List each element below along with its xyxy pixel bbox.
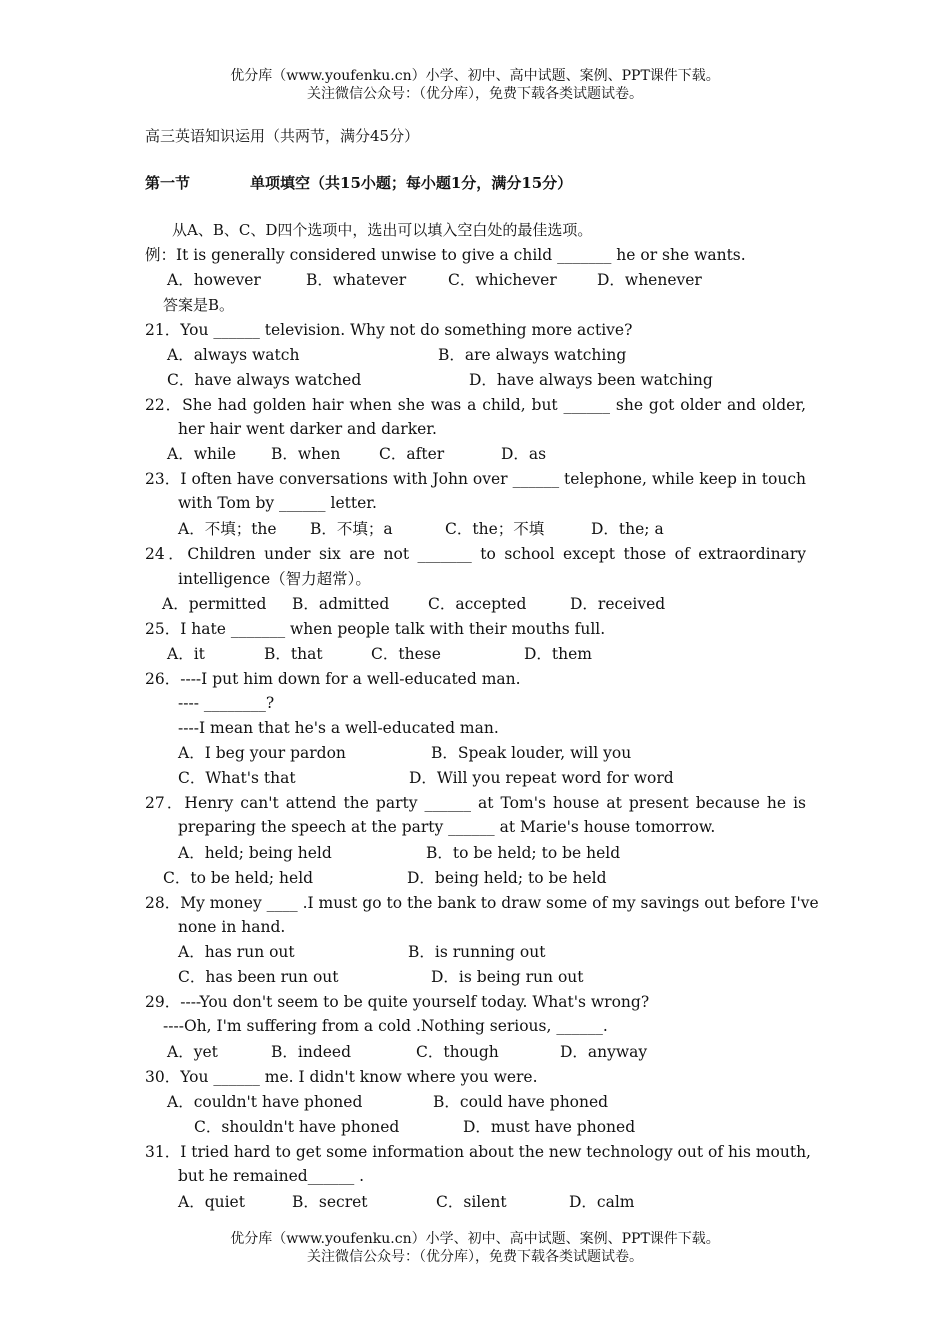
question-25-stem: 25．I hate _______ when people talk with their mouths full. — [145, 620, 606, 638]
section-label: 第一节 — [145, 174, 191, 192]
question-22-stem-line-2: her hair went darker and darker. — [178, 420, 437, 438]
question-27-option-d: D．being held; to be held — [407, 869, 607, 887]
question-29-stem-line-1: 29．----You don't seem to be quite yourself today. What's wrong? — [145, 993, 650, 1011]
section-description: 单项填空（共15小题；每小题1分，满分15分） — [250, 174, 573, 192]
question-27-option-a: A．held; being held — [178, 844, 332, 862]
question-27-stem-line-1: 27．Henry can't attend the party ______ at Tom's house at present because he is — [145, 794, 806, 812]
question-27-option-b: B．to be held; to be held — [426, 844, 621, 862]
question-22-option-d: D．as — [501, 445, 547, 463]
question-23-option-c: C．the；不填 — [445, 520, 545, 538]
question-29-option-a: A．yet — [167, 1043, 218, 1061]
question-26-option-c: C．What's that — [178, 769, 296, 787]
example-option-a: A．however — [167, 271, 261, 289]
instruction: 从A、B、C、D四个选项中，选出可以填入空白处的最佳选项。 — [172, 221, 593, 239]
question-21-option-a: A．always watch — [167, 346, 300, 364]
question-26-stem-line-2: ---- ________? — [178, 694, 275, 712]
question-22-option-b: B．when — [271, 445, 341, 463]
question-24-option-a: A．permitted — [162, 595, 267, 613]
question-30-stem: 30．You ______ me. I didn't know where you were. — [145, 1068, 538, 1086]
question-26-option-a: A．I beg your pardon — [178, 744, 346, 762]
example-option-c: C．whichever — [448, 271, 557, 289]
question-31-stem-line-2: but he remained______ . — [178, 1167, 365, 1185]
question-30-option-a: A．couldn't have phoned — [167, 1093, 363, 1111]
question-28-option-d: D．is being run out — [431, 968, 584, 986]
question-28-option-b: B．is running out — [408, 943, 546, 961]
question-31-option-b: B．secret — [292, 1193, 368, 1211]
page-header — [0, 67, 950, 103]
example-stem: 例：It is generally considered unwise to give a child _______ he or she wants. — [145, 246, 746, 264]
question-27-stem-line-2: preparing the speech at the party ______ at Marie's house tomorrow. — [178, 818, 716, 836]
question-26-stem-line-3: ----I mean that he's a well-educated man. — [178, 719, 499, 737]
question-30-option-d: D．must have phoned — [463, 1118, 636, 1136]
question-21-option-c: C．have always watched — [167, 371, 362, 389]
question-29-stem-line-2: ----Oh, I'm suffering from a cold .Nothing serious, ______. — [163, 1017, 608, 1035]
header-line-1: 优分库（www.youfenku.cn）小学、初中、高中试题、案例、PPT课件下载。 — [230, 68, 720, 84]
footer-line-1: 优分库（www.youfenku.cn）小学、初中、高中试题、案例、PPT课件下载。 — [230, 1231, 720, 1247]
question-24-option-d: D．received — [570, 595, 666, 613]
page-footer — [0, 1230, 950, 1266]
question-26-option-d: D．Will you repeat word for word — [409, 769, 674, 787]
question-23-stem-line-1: 23．I often have conversations with John over ______ telephone, while keep in touch — [145, 470, 806, 488]
question-28-stem-line-2: none in hand. — [178, 918, 286, 936]
question-25-option-d: D．them — [524, 645, 593, 663]
question-29-option-d: D．anyway — [560, 1043, 648, 1061]
question-24-stem-line-1: 24．Children under six are not _______ to school except those of extraordinary — [145, 545, 806, 563]
question-22-option-a: A．while — [167, 445, 237, 463]
question-27-option-c: C．to be held; held — [163, 869, 314, 887]
question-22-option-c: C．after — [379, 445, 445, 463]
question-25-option-b: B．that — [264, 645, 323, 663]
question-25-option-c: C．these — [371, 645, 441, 663]
question-29-option-b: B．indeed — [271, 1043, 352, 1061]
question-30-option-b: B．could have phoned — [433, 1093, 609, 1111]
question-21-stem: 21．You ______ television. Why not do something more active? — [145, 321, 633, 339]
question-21-option-d: D．have always been watching — [469, 371, 713, 389]
question-23-option-a: A．不填；the — [178, 520, 277, 538]
example-answer: 答案是B。 — [163, 296, 235, 314]
question-28-stem-line-1: 28．My money ____ .I must go to the bank to draw some of my savings out before I've — [145, 894, 819, 912]
example-option-d: D．whenever — [597, 271, 702, 289]
question-23-stem-line-2: with Tom by ______ letter. — [178, 494, 377, 512]
question-28-option-a: A．has run out — [178, 943, 295, 961]
question-31-option-a: A．quiet — [178, 1193, 245, 1211]
question-30-option-c: C．shouldn't have phoned — [194, 1118, 400, 1136]
exam-title: 高三英语知识运用（共两节，满分45分） — [145, 127, 420, 145]
header-line-2: 关注微信公众号：（优分库），免费下载各类试题试卷。 — [307, 86, 643, 102]
question-26-option-b: B．Speak louder, will you — [431, 744, 632, 762]
question-23-option-b: B．不填；a — [310, 520, 393, 538]
question-24-option-b: B．admitted — [292, 595, 390, 613]
question-26-stem-line-1: 26．----I put him down for a well-educated man. — [145, 670, 521, 688]
question-25-option-a: A．it — [167, 645, 205, 663]
example-option-b: B．whatever — [306, 271, 407, 289]
question-23-option-d: D．the; a — [591, 520, 664, 538]
question-22-stem-line-1: 22．She had golden hair when she was a child, but ______ she got older and older, — [145, 396, 806, 414]
question-31-option-d: D．calm — [569, 1193, 635, 1211]
footer-line-2: 关注微信公众号：（优分库），免费下载各类试题试卷。 — [307, 1249, 643, 1265]
question-21-option-b: B．are always watching — [438, 346, 627, 364]
question-28-option-c: C．has been run out — [178, 968, 339, 986]
question-29-option-c: C．though — [416, 1043, 499, 1061]
question-31-stem-line-1: 31．I tried hard to get some information about the new technology out of his mouth, — [145, 1143, 811, 1161]
question-31-option-c: C．silent — [436, 1193, 507, 1211]
question-24-option-c: C．accepted — [428, 595, 527, 613]
question-24-stem-line-2: intelligence（智力超常）。 — [178, 570, 371, 588]
